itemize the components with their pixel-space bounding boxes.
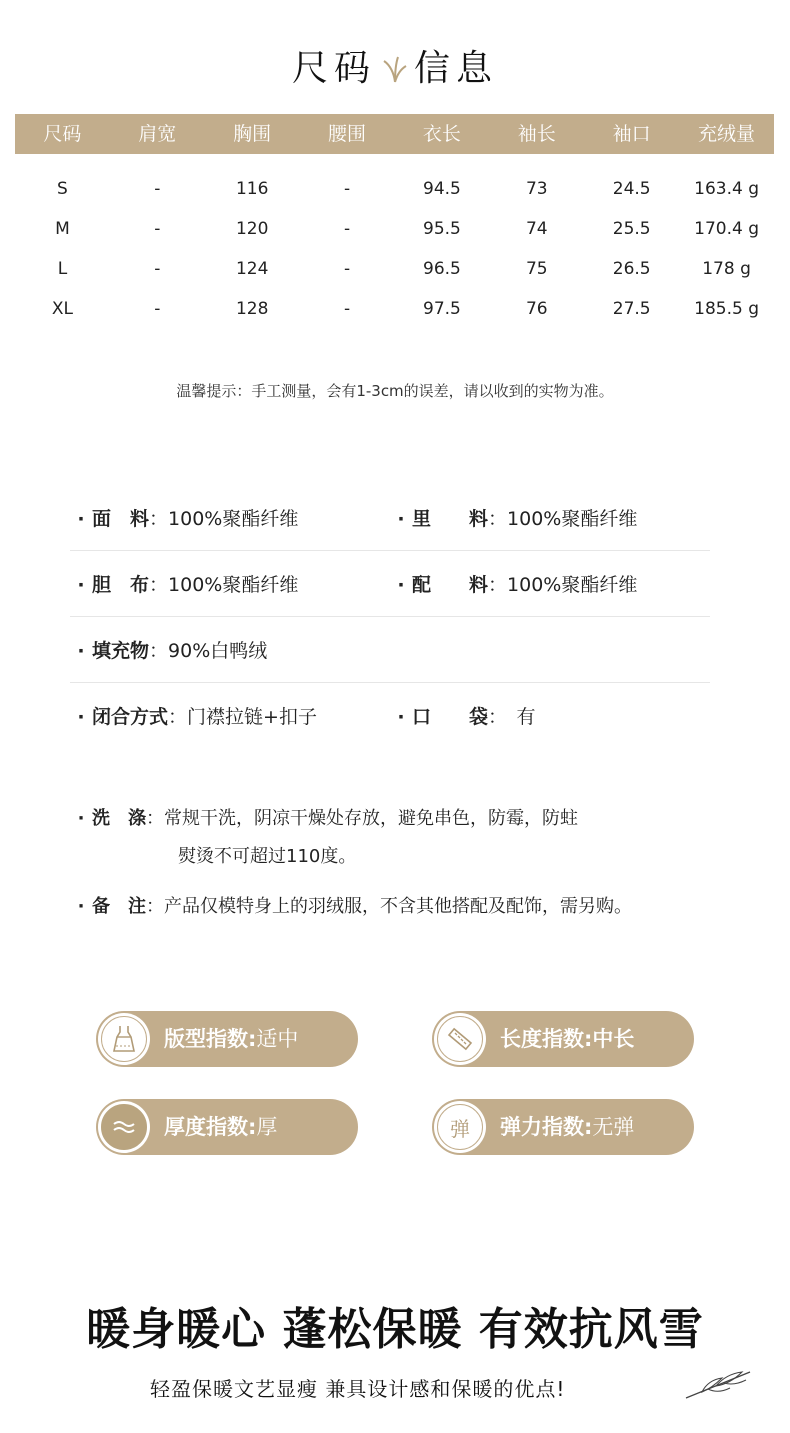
spec-label: 胆 布 — [92, 574, 150, 596]
care-value-line2: 熨烫不可超过110度。 — [178, 846, 357, 867]
spec-value: 门襟拉链+扣子 — [187, 706, 317, 728]
measurement-tip: 温馨提示：手工测量，会有1-3cm的误差，请以收到的实物为准。 — [176, 382, 614, 400]
wave-icon — [101, 1104, 147, 1150]
table-cell: - — [154, 259, 161, 279]
table-cell: XL — [51, 299, 73, 319]
table-row — [15, 170, 774, 210]
care-label: 洗 涤 — [92, 808, 146, 829]
index-label: 长度指数: — [500, 1027, 593, 1051]
table-cell: 163.4 g — [694, 179, 759, 199]
spec-value: 100%聚酯纤维 — [507, 508, 638, 530]
spec-trim: · 配 料：100%聚酯纤维 — [397, 574, 638, 596]
table-row — [15, 250, 774, 290]
length-index-badge — [432, 1011, 694, 1067]
ruler-icon — [437, 1016, 483, 1062]
dress-icon — [101, 1016, 147, 1062]
table-cell: - — [343, 259, 351, 279]
header-chest: 胸围 — [233, 123, 272, 145]
table-cell: 73 — [525, 179, 548, 199]
index-value: 适中 — [256, 1027, 299, 1051]
table-cell: 75 — [525, 259, 548, 279]
header-sleeve: 袖长 — [517, 123, 556, 145]
spec-label: 口 袋 — [412, 706, 489, 728]
spec-filling: · 填充物：90%白鸭绒 — [77, 640, 268, 662]
table-cell: - — [154, 299, 161, 319]
slogan: 暖身暖心 蓬松保暖 有效抗风雪 — [86, 1304, 704, 1355]
header-shoulder: 肩宽 — [138, 123, 177, 145]
elastic-index-badge — [432, 1099, 694, 1155]
table-cell: 185.5 g — [694, 299, 759, 319]
table-cell: 116 — [235, 179, 269, 199]
spec-row — [70, 485, 710, 551]
remark-label: 备 注 — [92, 896, 146, 917]
index-value: 中长 — [592, 1027, 635, 1051]
header-cuff: 袖口 — [612, 123, 651, 145]
leaf-branch-icon — [682, 1366, 754, 1406]
table-cell: 76 — [525, 299, 548, 319]
table-cell: 27.5 — [612, 299, 651, 319]
leaf-sprig-icon — [382, 51, 408, 92]
index-value: 厚 — [256, 1115, 278, 1139]
table-cell: 74 — [525, 219, 548, 239]
spec-closure: · 闭合方式：门襟拉链+扣子 — [77, 706, 317, 728]
index-label: 版型指数: — [164, 1027, 257, 1051]
table-cell: 124 — [235, 259, 269, 279]
table-cell: M — [55, 219, 70, 239]
material-specs — [70, 485, 710, 748]
spec-value: 有 — [516, 706, 536, 728]
header-length: 衣长 — [422, 123, 461, 145]
subtitle: 轻盈保暖文艺显瘦 兼具设计感和保暖的优点! — [150, 1377, 566, 1401]
spec-row — [70, 683, 710, 748]
size-table — [15, 170, 774, 330]
spec-label: 闭合方式 — [92, 706, 169, 728]
table-cell: S — [57, 179, 68, 199]
spec-inner-cloth: · 胆 布：100%聚酯纤维 — [77, 574, 299, 596]
table-row — [15, 210, 774, 250]
header-size: 尺码 — [43, 123, 82, 145]
care-instructions: · 洗 涤：常规干洗，阴凉干燥处存放，避免串色，防霉，防蛀 熨烫不可超过110度。 — [70, 800, 770, 876]
index-value: 无弹 — [592, 1115, 635, 1139]
header-waist: 腰围 — [328, 123, 367, 145]
care-value: 常规干洗，阴凉干燥处存放，避免串色，防霉，防蛀 — [164, 808, 578, 829]
spec-value: 100%聚酯纤维 — [168, 574, 299, 596]
table-cell: - — [343, 299, 351, 319]
spec-label: 填充物 — [92, 640, 150, 662]
table-cell: - — [343, 219, 351, 239]
title-left: 尺码 — [291, 48, 376, 89]
spec-value: 100%聚酯纤维 — [507, 574, 638, 596]
table-cell: 97.5 — [423, 299, 461, 319]
table-row — [15, 290, 774, 330]
thickness-index-badge — [96, 1099, 358, 1155]
spec-row — [70, 551, 710, 617]
index-label: 厚度指数: — [164, 1115, 257, 1139]
spec-outer-fabric: · 面 料：100%聚酯纤维 — [77, 508, 299, 530]
table-cell: - — [154, 219, 161, 239]
spec-value: 90%白鸭绒 — [168, 640, 268, 662]
table-cell: 96.5 — [423, 259, 461, 279]
spec-row — [70, 617, 710, 683]
table-cell: 128 — [235, 299, 269, 319]
table-cell: 24.5 — [612, 179, 651, 199]
spec-label: 配 料 — [412, 574, 489, 596]
table-cell: 120 — [235, 219, 269, 239]
table-cell: L — [57, 259, 68, 279]
spec-value: 100%聚酯纤维 — [168, 508, 299, 530]
table-cell: 178 g — [702, 259, 751, 279]
title-right: 信息 — [414, 48, 499, 89]
index-label: 弹力指数: — [500, 1115, 593, 1139]
table-cell: 25.5 — [612, 219, 651, 239]
table-cell: 26.5 — [612, 259, 651, 279]
elastic-char-icon: 弹 — [437, 1104, 483, 1150]
spec-label: 里 料 — [412, 508, 489, 530]
remark: · 备 注：产品仅模特身上的羽绒服，不含其他搭配及配饰，需另购。 — [77, 896, 632, 917]
header-fill-weight: 充绒量 — [698, 123, 756, 145]
page-title — [0, 40, 790, 92]
table-cell: 94.5 — [423, 179, 461, 199]
spec-pocket: · 口 袋： 有 — [397, 706, 536, 728]
size-table-header — [15, 114, 774, 154]
table-cell: - — [154, 179, 161, 199]
table-cell: 95.5 — [423, 219, 461, 239]
spec-lining: · 里 料：100%聚酯纤维 — [397, 508, 638, 530]
spec-label: 面 料 — [92, 508, 150, 530]
table-cell: - — [343, 179, 351, 199]
remark-value: 产品仅模特身上的羽绒服，不含其他搭配及配饰，需另购。 — [164, 896, 632, 917]
fit-index-badge — [96, 1011, 358, 1067]
table-cell: 170.4 g — [694, 219, 759, 239]
